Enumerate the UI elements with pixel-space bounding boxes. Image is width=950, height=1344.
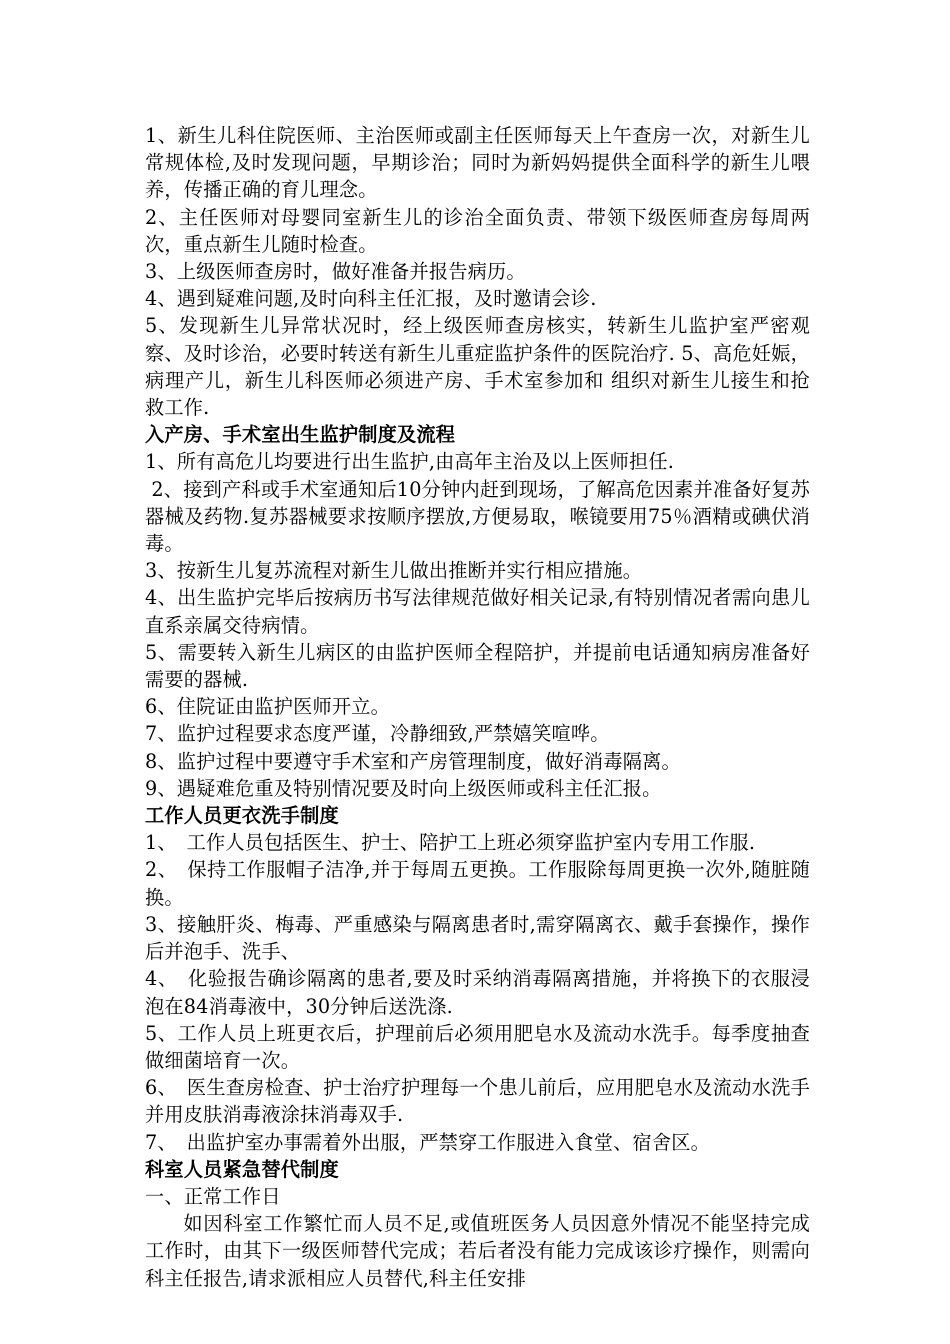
section-ward-rounds	[145, 122, 810, 421]
paragraph: 4、遇到疑难问题,及时向科主任汇报，及时邀请会诊.	[145, 287, 597, 311]
paragraph: 9、遇疑难危重及特别情况要及时向上级医师或科主任汇报。	[145, 776, 662, 800]
paragraph: 2、接到产科或手术室通知后10分钟内赶到现场，了解高危因素并准备好复苏器械及药物.复苏器械要求按顺序摆放,方便易取，喉镜要用75％酒精或碘伏消毒。	[145, 477, 810, 556]
paragraph: 3、按新生儿复苏流程对新生儿做出推断并实行相应措施。	[145, 559, 643, 583]
section-heading: 入产房、手术室出生监护制度及流程	[145, 423, 456, 447]
paragraph: 4、 化验报告确诊隔离的患者,要及时采纳消毒隔离措施，并将换下的衣服浸泡在84消毒液中，30分钟后送洗涤.	[145, 967, 810, 1018]
paragraph: 5、工作人员上班更衣后，护理前后必须用肥皂水及流动水洗手。每季度抽查做细菌培育一次。	[145, 1021, 810, 1072]
section-changing-handwashing	[145, 802, 810, 1156]
subheading: 一、正常工作日	[145, 1184, 281, 1208]
section-emergency-substitution	[145, 1156, 810, 1292]
paragraph: 2、主任医师对母婴同室新生儿的诊治全面负责、带领下级医师查房每周两次，重点新生儿随时检查。	[145, 205, 810, 256]
section-heading: 科室人员紧急替代制度	[145, 1157, 339, 1181]
paragraph: 7、监护过程要求态度严谨，冷静细致,严禁嬉笑喧哗。	[145, 722, 610, 746]
section-heading: 工作人员更衣洗手制度	[145, 804, 339, 828]
section-birth-monitoring	[145, 421, 810, 802]
paragraph: 6、 医生查房检查、护士治疗护理每一个患儿前后，应用肥皂水及流动水洗手并用皮肤消毒液涂抹消毒双手.	[145, 1076, 810, 1127]
paragraph: 5、需要转入新生儿病区的由监护医师全程陪护，并提前电话通知病房准备好需要的器械.	[145, 640, 810, 692]
paragraph: 3、接触肝炎、梅毒、严重感染与隔离患者时,需穿隔离衣、戴手套操作，操作后并泡手、洗手、	[145, 912, 810, 964]
paragraph: 5、发现新生儿异常状况时，经上级医师查房核实，转新生儿监护室严密观察、及时诊治，必要时转送有新生儿重症监护条件的医院治疗. 5、高危妊娠，病理产儿，新生儿科医师必须进产房、手术室参加和 组织对新生儿接生和抢救工作.	[145, 314, 810, 420]
paragraph: 如因科室工作繁忙而人员不足,或值班医务人员因意外情况不能坚持完成工作时，由其下一级医师替代完成；若后者没有能力完成该诊疗操作，则需向科主任报告,请求派相应人员替代,科主任安排	[145, 1212, 810, 1290]
paragraph: 7、 出监护室办事需着外出服，严禁穿工作服进入食堂、宿舍区。	[145, 1130, 711, 1154]
paragraph: 1、新生儿科住院医师、主治医师或副主任医师每天上午查房一次，对新生儿常规体检,及时发现问题，早期诊治；同时为新妈妈提供全面科学的新生儿喂养，传播正确的育儿理念。	[145, 124, 810, 202]
paragraph: 6、住院证由监护医师开立。	[145, 695, 391, 719]
paragraph: 3、上级医师查房时，做好准备并报告病历。	[145, 260, 526, 284]
paragraph: 4、出生监护完毕后按病历书写法律规范做好相关记录,有特别情况者需向患儿直系亲属交待病情。	[145, 586, 810, 637]
paragraph: 2、 保持工作服帽子洁净,并于每周五更换。工作服除每周更换一次外,随脏随换。	[145, 858, 810, 909]
paragraph: 8、监护过程中要遵守手术室和产房管理制度，做好消毒隔离。	[145, 749, 681, 773]
paragraph: 1、所有高危儿均要进行出生监护,由高年主治及以上医师担任.	[145, 450, 675, 474]
paragraph: 1、 工作人员包括医生、护士、陪护工上班必须穿监护室内专用工作服.	[145, 831, 756, 855]
document-body	[145, 122, 810, 1292]
